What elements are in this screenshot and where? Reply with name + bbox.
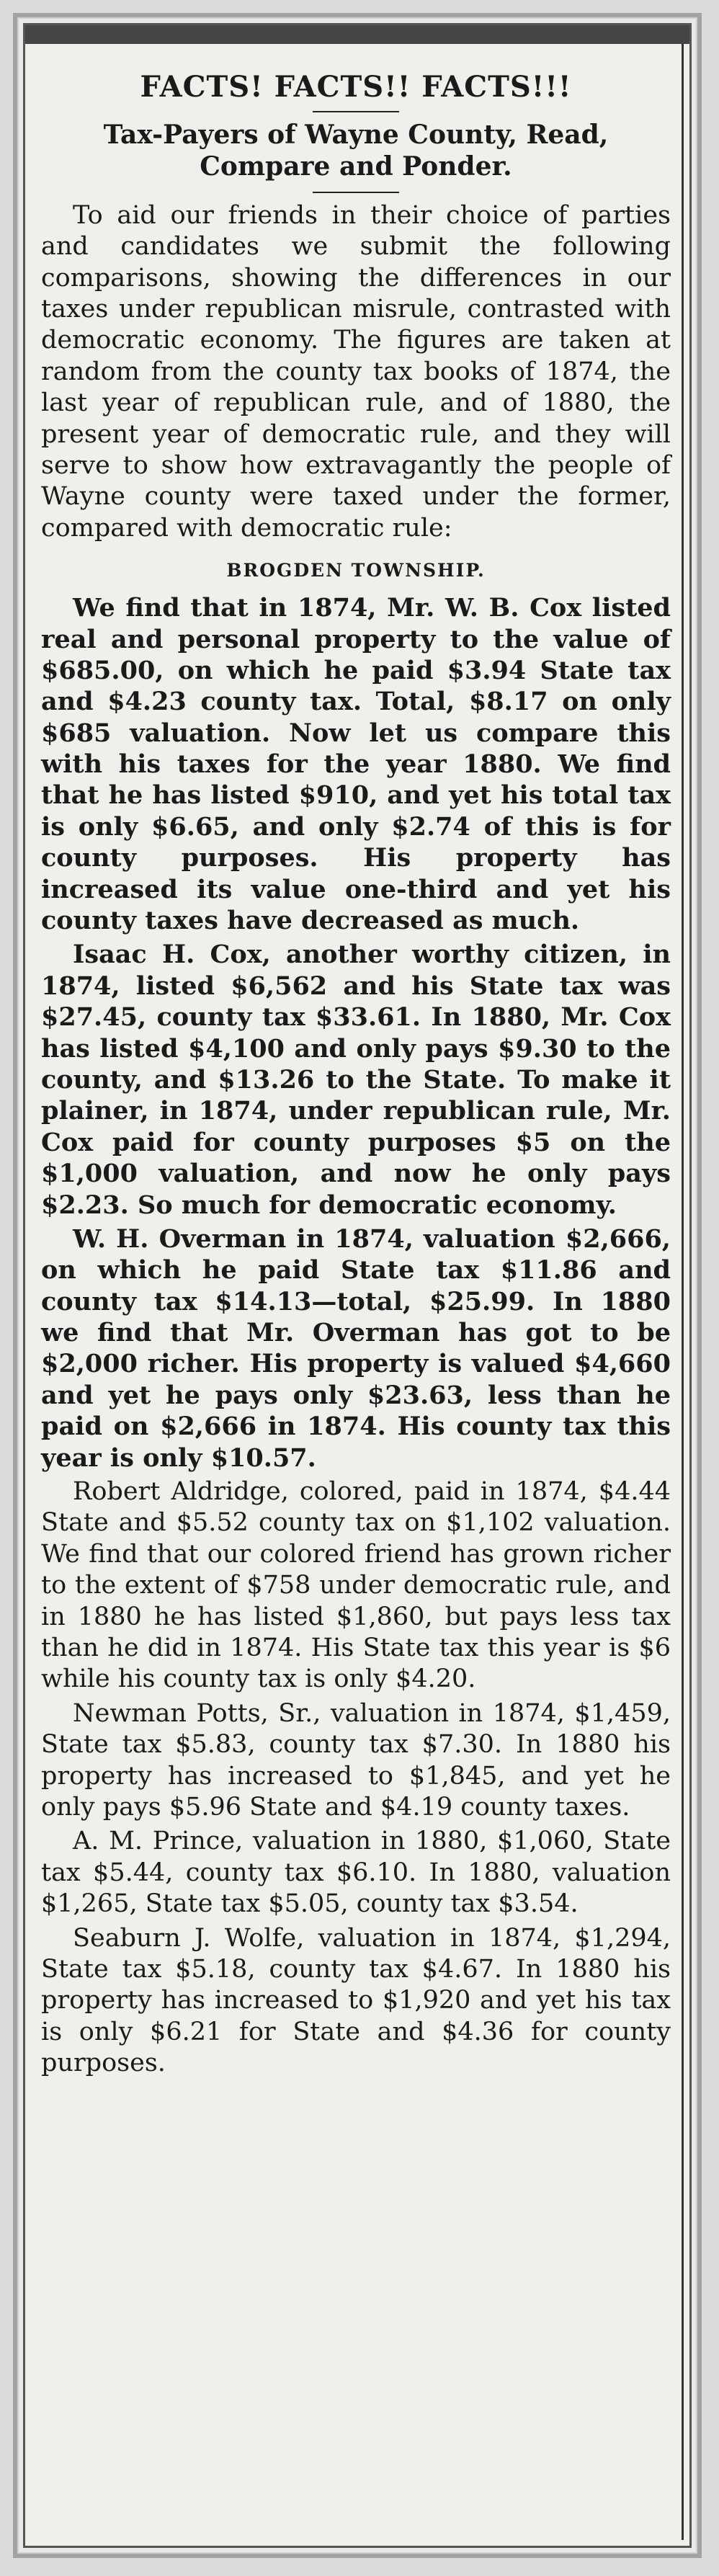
subhead-divider bbox=[313, 192, 399, 193]
top-column-rule bbox=[25, 25, 689, 44]
headline-divider bbox=[313, 111, 399, 112]
paragraph-isaac-h-cox: Isaac H. Cox, another worthy citizen, in 1874, listed $6,562 and his State tax was $27.45, county tax $33.61. In 1880, Mr. Cox has listed $4,100 and only pays $9.30 to the county, and $13.26 to the State. To make it plainer, in 1874, under republican rule, Mr. Cox paid for county purposes $5 on the $1,000 valuation, and now he only pays $2.23. So much for democratic economy. bbox=[41, 940, 671, 1220]
paragraph-newman-potts: Newman Potts, Sr., valuation in 1874, $1,459, State tax $5.83, county tax $7.30. In 1880 his property has increased to $1,845, and yet he only pays $5.96 State and $4.19 county taxes. bbox=[41, 1698, 671, 1822]
paragraph-a-m-prince: A. M. Prince, valuation in 1880, $1,060, State tax $5.44, county tax $6.10. In 1880, valuation $1,265, State tax $5.05, county tax $3.54. bbox=[41, 1827, 671, 1919]
subhead: Tax-Payers of Wayne County, Read, Compare and Ponder. bbox=[103, 120, 609, 182]
clipping-frame bbox=[13, 13, 702, 2558]
intro-paragraph: To aid our friends in their choice of parties and candidates we submit the following comparisons, showing the differences in our taxes under republican misrule, contrasted with democratic economy. The figures are taken at random from the county tax books of 1874, the last year of republican rule, and of 1880, the present year of democratic rule, and they will serve to show how extravagantly the people of Wayne county were taxed under the former, compared with democratic rule: bbox=[41, 200, 671, 543]
clipping-border bbox=[23, 23, 692, 2548]
paragraph-robert-aldridge: Robert Aldridge, colored, paid in 1874, $4.44 State and $5.52 county tax on $1,102 valuation. We find that our colored friend has grown richer to the extent of $758 under democratic rule, and in 1880 he has listed $1,860, but pays less tax than he did in 1874. His State tax this year is $6 while his county tax is only $4.20. bbox=[41, 1477, 671, 1694]
section-title: BROGDEN TOWNSHIP. bbox=[226, 560, 486, 581]
right-column-rule bbox=[682, 44, 684, 2540]
article bbox=[41, 57, 671, 2079]
headline: FACTS! FACTS!! FACTS!!! bbox=[140, 70, 572, 104]
paragraph-seaburn-j-wolfe: Seaburn J. Wolfe, valuation in 1874, $1,294, State tax $5.18, county tax $4.67. In 1880 his property has increased to $1,920 and yet his tax is only $6.21 for State and $4.36 for county purposes. bbox=[41, 1923, 671, 2078]
paragraph-w-h-overman: W. H. Overman in 1874, valuation $2,666, on which he paid State tax $11.86 and county tax $14.13—total, $25.99. In 1880 we find that Mr. Overman has got to be $2,000 richer. His property is valued $4,660 and yet he pays only $23.63, less than he paid on $2,666 in 1874. His county tax this year is only $10.57. bbox=[41, 1224, 671, 1473]
paragraph-w-b-cox: We find that in 1874, Mr. W. B. Cox listed real and personal property to the value of $685.00, on which he paid $3.94 State tax and $4.23 county tax. Total, $8.17 on only $685 valuation. Now let us compare this with his taxes for the year 1880. We find that he has listed $910, and yet his total tax is only $6.65, and only $2.74 of this is for county purposes. His property has increased its value one-third and yet his county taxes have decreased as much. bbox=[41, 593, 671, 936]
